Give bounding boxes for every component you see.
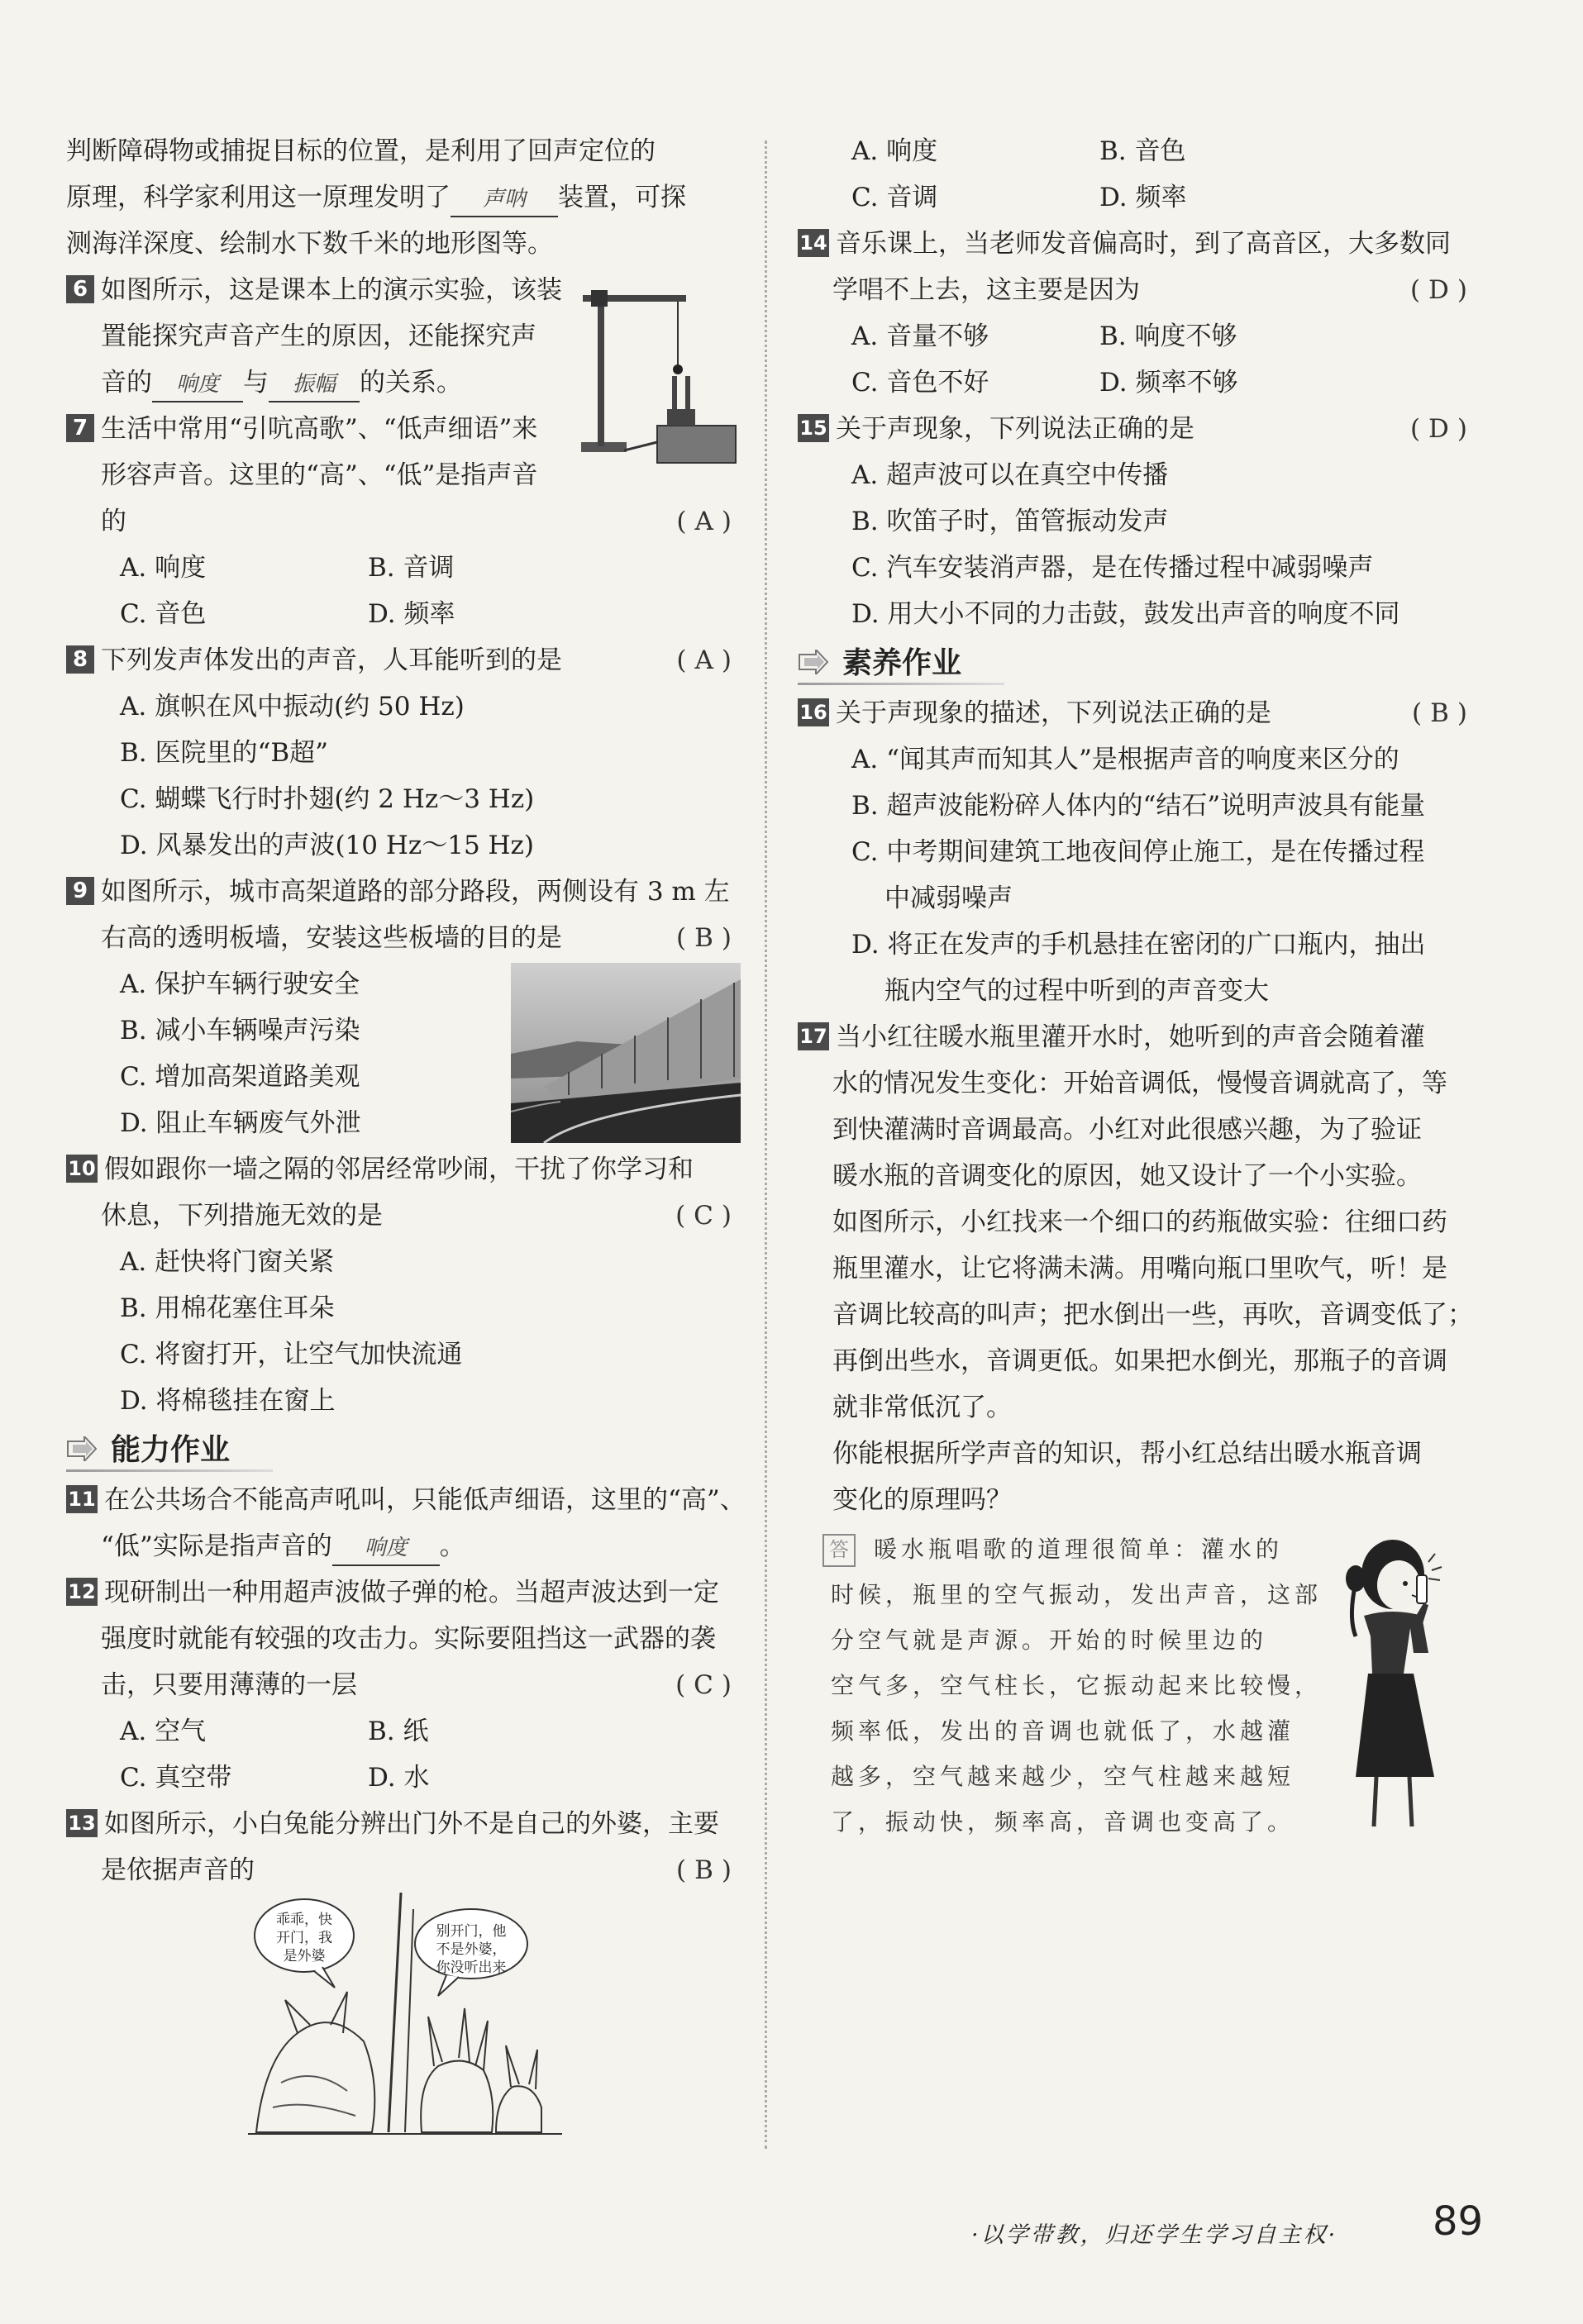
option: C. 音色不好 [851, 368, 989, 398]
answer-choice: (D) [1409, 414, 1476, 444]
option: D. 阻止车辆废气外泄 [120, 1108, 361, 1138]
option-continuation: 中减弱噪声 [884, 883, 1013, 913]
option: A. 赶快将门窗关紧 [120, 1247, 335, 1277]
page-number: 89 [1433, 2198, 1484, 2245]
question-16: 16 关于声现象的描述，下列说法正确的是 (B) A. “闻其声而知其人”是根据声音的响度来区分的 B. 超声波能粉碎人体内的“结石”说明声波具有能量 C. 中考期间建筑工地夜间停止施工，是在传播过程 中减弱噪声 D. 将正在发声的手机悬挂在密闭的广口瓶内，抽出 瓶内空气的过程中听到的声音变大 [798, 690, 1476, 1014]
question-number: 7 [66, 414, 94, 442]
speech-bubble-wolf: 乖乖，快 开门，我 是外婆 [276, 1912, 332, 1964]
intro-line-3: 测海洋深度、绘制水下数千米的地形图等。 [66, 229, 553, 259]
question-12: 12 现研制出一种用超声波做子弹的枪。当超声波达到一定 强度时就能有较强的攻击力。实际要阻挡这一武器的袭 击，只要用薄薄的一层 (C) A. 空气 B. 纸 C. 真空带 D. 水 [66, 1569, 740, 1801]
tuning-fork-experiment-figure [575, 277, 740, 475]
option: B. 用棉花塞住耳朵 [120, 1293, 335, 1323]
section-heading-literacy: 素养作业 [798, 637, 1476, 690]
question-number: 8 [66, 645, 94, 674]
question-8: 8 下列发声体发出的声音，人耳能听到的是 (A) A. 旗帜在风中振动(约 50 Hz) B. 医院里的“B超” C. 蝴蝶飞行时扑翅(约 2 Hz～3 Hz) D. 风暴发出的声波(10 Hz～15 Hz) [66, 637, 740, 869]
answer-choice: (C) [675, 1670, 740, 1700]
option: A. 保护车辆行驶安全 [120, 969, 360, 999]
option: A. 空气 [120, 1717, 207, 1746]
option: C. 蝴蝶飞行时扑翅(约 2 Hz～3 Hz) [120, 784, 535, 814]
answer-choice: (A) [676, 645, 740, 675]
highway-barrier-photo [511, 963, 741, 1143]
answer-badge: 答 [822, 1534, 856, 1567]
section-arrow-icon [798, 650, 836, 674]
option: A. 超声波可以在真空中传播 [851, 460, 1169, 490]
option: D. 频率 [1099, 183, 1187, 212]
question-number: 10 [66, 1155, 98, 1183]
question-number: 15 [798, 414, 829, 442]
rabbit-wolf-cartoon [248, 1893, 562, 2141]
section-arrow-icon [66, 1436, 104, 1461]
answer-choice: (B) [1412, 698, 1476, 728]
option: C. 音调 [851, 183, 938, 212]
option: D. 频率不够 [1099, 368, 1238, 398]
question-number: 11 [66, 1485, 98, 1513]
question-number: 6 [66, 275, 94, 303]
option: B. 吹笛子时，笛管振动发声 [851, 507, 1169, 536]
question-14: 14 音乐课上，当老师发音偏高时，到了高音区，大多数同 学唱不上去，这主要是因为 (D) A. 音量不够 B. 响度不够 C. 音色不好 D. 频率不够 [798, 221, 1476, 406]
option: A. 音量不够 [851, 321, 989, 351]
column-divider [765, 140, 767, 2149]
option: A. 响度 [120, 553, 207, 583]
question-6: 6 如图所示，这是课本上的演示实验，该装 置能探究声音产生的原因，还能探究声 音的 响度 与 振幅 的关系。 [66, 267, 740, 406]
speech-bubble-rabbit: 别开门，他 不是外婆， 你没听出来 [436, 1923, 507, 1976]
question-15: 15 关于声现象，下列说法正确的是 (D) A. 超声波可以在真空中传播 B. 吹笛子时，笛管振动发声 C. 汽车安装消声器，是在传播过程中减弱噪声 D. 用大小不同的力击鼓，鼓发出声音的响度不同 [798, 406, 1476, 637]
question-10: 10 假如跟你一墙之隔的邻居经常吵闹，干扰了你学习和 休息，下列措施无效的是 (C) A. 赶快将门窗关紧 B. 用棉花塞住耳朵 C. 将窗打开，让空气加快流通 D. 将棉毯挂在窗上 [66, 1146, 740, 1424]
question-number: 17 [798, 1022, 829, 1050]
option: B. 响度不够 [1099, 321, 1237, 351]
option: D. 风暴发出的声波(10 Hz～15 Hz) [120, 831, 534, 860]
option: A. “闻其声而知其人”是根据声音的响度来区分的 [851, 745, 1399, 774]
question-7: 7 生活中常用“引吭高歌”、“低声细语”来 形容声音。这里的“高”、“低”是指声音 的 (A) A. 响度 B. 音调 C. 音色 D. 频率 [66, 406, 740, 637]
girl-blowing-bottle-figure [1331, 1529, 1471, 1835]
fill-blank: 声呐 [451, 183, 558, 217]
question-9: 9 如图所示，城市高架道路的部分路段，两侧设有 3 m 左 右高的透明板墙，安装这些板墙的目的是 (B) A. 保护车辆行驶安全 B. 减小车辆噪声污染 C. 增加高架道路美观 D. 阻止车辆废气外泄 [66, 869, 740, 1146]
answer-choice: (A) [676, 507, 740, 536]
answer-choice: (B) [676, 1855, 740, 1885]
option: C. 将窗打开，让空气加快流通 [120, 1340, 463, 1369]
intro-line-2: 原理，科学家利用这一原理发明了 声呐 装置，可探 [66, 174, 740, 221]
option: B. 医院里的“B超” [120, 738, 328, 768]
option: D. 频率 [368, 599, 455, 629]
section-heading-ability: 能力作业 [66, 1424, 740, 1477]
intro-line-1: 判断障碍物或捕捉目标的位置，是利用了回声定位的 [66, 136, 656, 166]
question-number: 14 [798, 229, 829, 257]
option: D. 用大小不同的力击鼓，鼓发出声音的响度不同 [851, 599, 1400, 629]
answer-choice: (C) [675, 1201, 740, 1231]
question-number: 12 [66, 1578, 98, 1606]
option: C. 增加高架道路美观 [120, 1062, 360, 1092]
fill-blank: 响度 [152, 368, 243, 402]
option: B. 音调 [368, 553, 455, 583]
option: C. 真空带 [120, 1763, 232, 1793]
footer-slogan: ·以学带教，归还学生学习自主权· [971, 2222, 1338, 2248]
option: B. 纸 [368, 1717, 429, 1746]
answer-choice: (B) [676, 923, 740, 953]
answer-block: 答 暖水瓶唱歌的道理很简单：灌水的 时候，瓶里的空气振动，发出声音，这部 分空气就是声源。开始的时候里边的 空气多，空气柱长，它振动起来比较慢， 频率低，发出的音调也就低了，水越灌 越多，空气越来越少，空气柱越来越短 了，振动快，频率高，音调也变高了。 [798, 1526, 1476, 1845]
fill-blank: 响度 [332, 1531, 440, 1566]
option: D. 将棉毯挂在窗上 [120, 1386, 336, 1416]
option: B. 减小车辆噪声污染 [120, 1016, 360, 1045]
answer-choice: (D) [1409, 275, 1476, 305]
question-11: 11 在公共场合不能高声吼叫，只能低声细语，这里的“高”、 “低”实际是指声音的 响度 。 [66, 1477, 740, 1569]
option: A. 响度 [851, 136, 938, 166]
option: D. 将正在发声的手机悬挂在密闭的广口瓶内，抽出 [851, 930, 1426, 960]
question-13: 13 如图所示，小白兔能分辨出门外不是自己的外婆，主要 是依据声音的 (B) [66, 1801, 740, 1893]
question-number: 13 [66, 1809, 98, 1837]
option-continuation: 瓶内空气的过程中听到的声音变大 [884, 976, 1269, 1006]
option: C. 中考期间建筑工地夜间停止施工，是在传播过程 [851, 837, 1425, 867]
option: A. 旗帜在风中振动(约 50 Hz) [120, 692, 465, 721]
question-number: 9 [66, 877, 94, 905]
option: C. 音色 [120, 599, 207, 629]
question-number: 16 [798, 698, 829, 726]
option: B. 音色 [1099, 136, 1186, 166]
question-17: 17 当小红往暖水瓶里灌开水时，她听到的声音会随着灌 水的情况发生变化：开始音调低，慢慢音调就高了，等 到快灌满时音调最高。小红对此很感兴趣，为了验证 暖水瓶的音调变化的原因，她又设计了一个小实验。 如图所示，小红找来一个细口的药瓶做实验：往细口药 瓶里灌水，让它将满未满。用嘴向瓶口里吹气，听！是 音调比较高的叫声；把水倒出一些，再吹，音调变低了； 再倒出些水，音调更低。如果把水倒光，那瓶子的音调 就非常低沉了。 你能根据所学声音的知识，帮小红总结出暖水瓶音调 变化的原理吗？ 答 暖水瓶唱歌的道理很简单：灌水的 时候，瓶里的空气振动，发出声音，这部 分空气就是声源。开始的时候里边的 空气多，空气柱长，它振动起来比较慢， 频率低，发出的音调也就低了，水越灌 越多，空气越来越少，空气柱越来越短 了，振动快，频率高，音调也变高了。 [798, 1014, 1476, 1845]
option: C. 汽车安装消声器，是在传播过程中减弱噪声 [851, 553, 1374, 583]
option: D. 水 [368, 1763, 430, 1793]
fill-blank: 振幅 [269, 368, 360, 402]
option: B. 超声波能粉碎人体内的“结石”说明声波具有能量 [851, 791, 1426, 821]
